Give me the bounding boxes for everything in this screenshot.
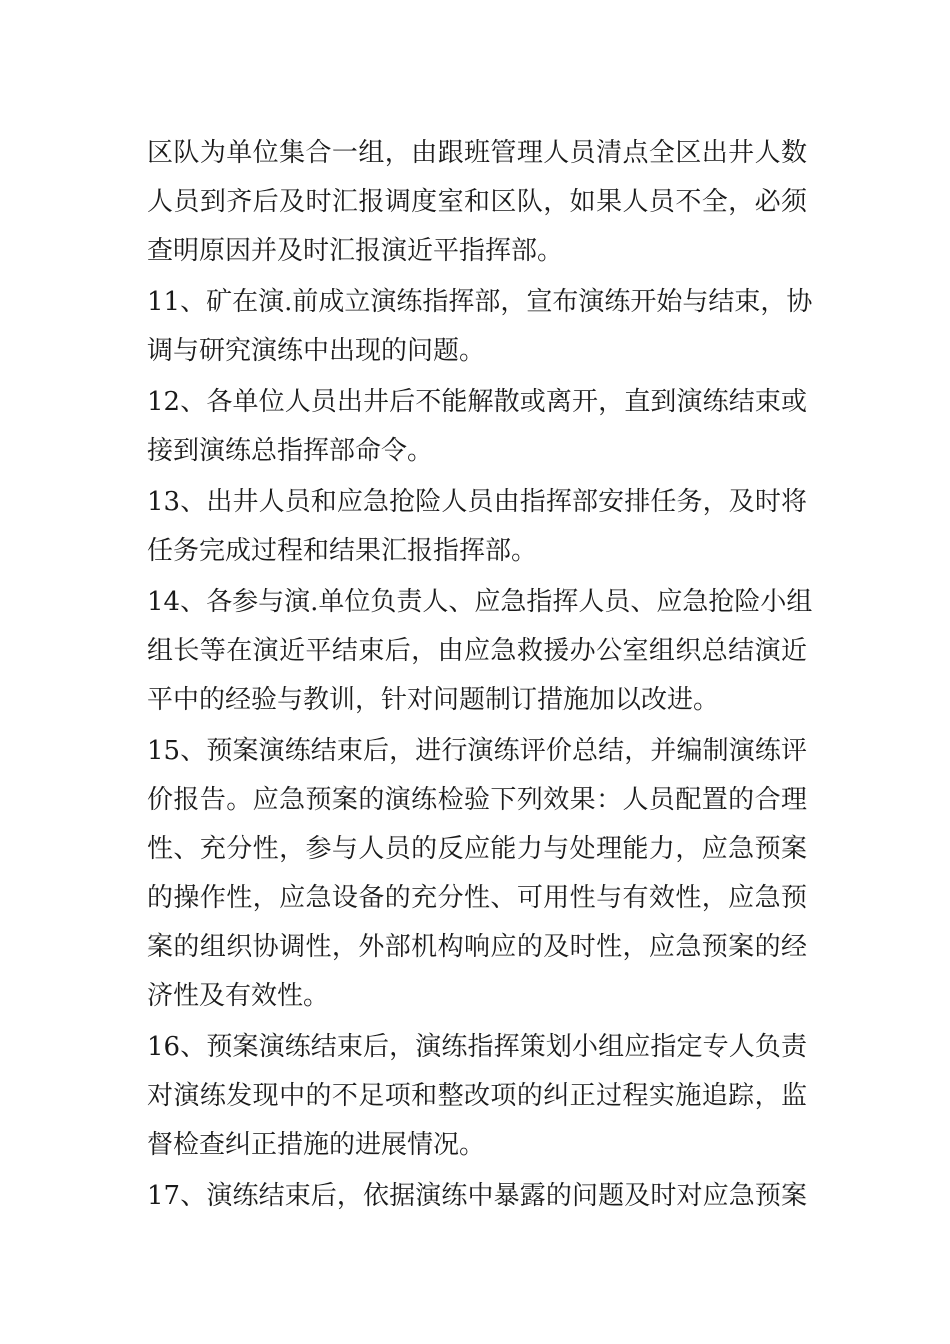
text-line: 任务完成过程和结果汇报指挥部。 bbox=[147, 536, 538, 566]
text-line: 案的组织协调性，外部机构响应的及时性，应急预案的经 bbox=[147, 932, 807, 962]
text-line: 14、各参与演.单位负责人、应急指挥人员、应急抢险小组 bbox=[147, 587, 813, 617]
text-line: 的操作性，应急设备的充分性、可用性与有效性，应急预 bbox=[147, 883, 807, 913]
text-line: 性、充分性，参与人员的反应能力与处理能力，应急预案 bbox=[147, 834, 807, 864]
text-line: 价报告。应急预案的演练检验下列效果：人员配置的合理 bbox=[147, 785, 807, 815]
text-line: 平中的经验与教训，针对问题制订措施加以改进。 bbox=[147, 685, 720, 715]
text-line: 16、预案演练结束后，演练指挥策划小组应指定专人负责 bbox=[147, 1032, 807, 1062]
text-line: 11、矿在演.前成立演练指挥部，宣布演练开始与结束，协 bbox=[147, 287, 813, 317]
text-line: 15、预案演练结束后，进行演练评价总结，并编制演练评 bbox=[147, 736, 807, 766]
text-line: 调与研究演练中出现的问题。 bbox=[147, 336, 486, 366]
text-line: 查明原因并及时汇报演近平指挥部。 bbox=[147, 236, 564, 266]
text-line: 17、演练结束后，依据演练中暴露的问题及时对应急预案 bbox=[147, 1181, 807, 1211]
text-line: 12、各单位人员出井后不能解散或离开，直到演练结束或 bbox=[147, 387, 807, 417]
text-line: 济性及有效性。 bbox=[147, 981, 330, 1011]
text-line: 区队为单位集合一组，由跟班管理人员清点全区出井人数 bbox=[147, 138, 807, 168]
text-line: 对演练发现中的不足项和整改项的纠正过程实施追踪，监 bbox=[147, 1081, 807, 1111]
text-line: 组长等在演近平结束后，由应急救援办公室组织总结演近 bbox=[147, 636, 807, 666]
text-line: 督检查纠正措施的进展情况。 bbox=[147, 1130, 486, 1160]
text-line: 13、出井人员和应急抢险人员由指挥部安排任务，及时将 bbox=[147, 487, 807, 517]
text-line: 接到演练总指挥部命令。 bbox=[147, 436, 434, 466]
text-line: 人员到齐后及时汇报调度室和区队，如果人员不全，必须 bbox=[147, 187, 807, 217]
